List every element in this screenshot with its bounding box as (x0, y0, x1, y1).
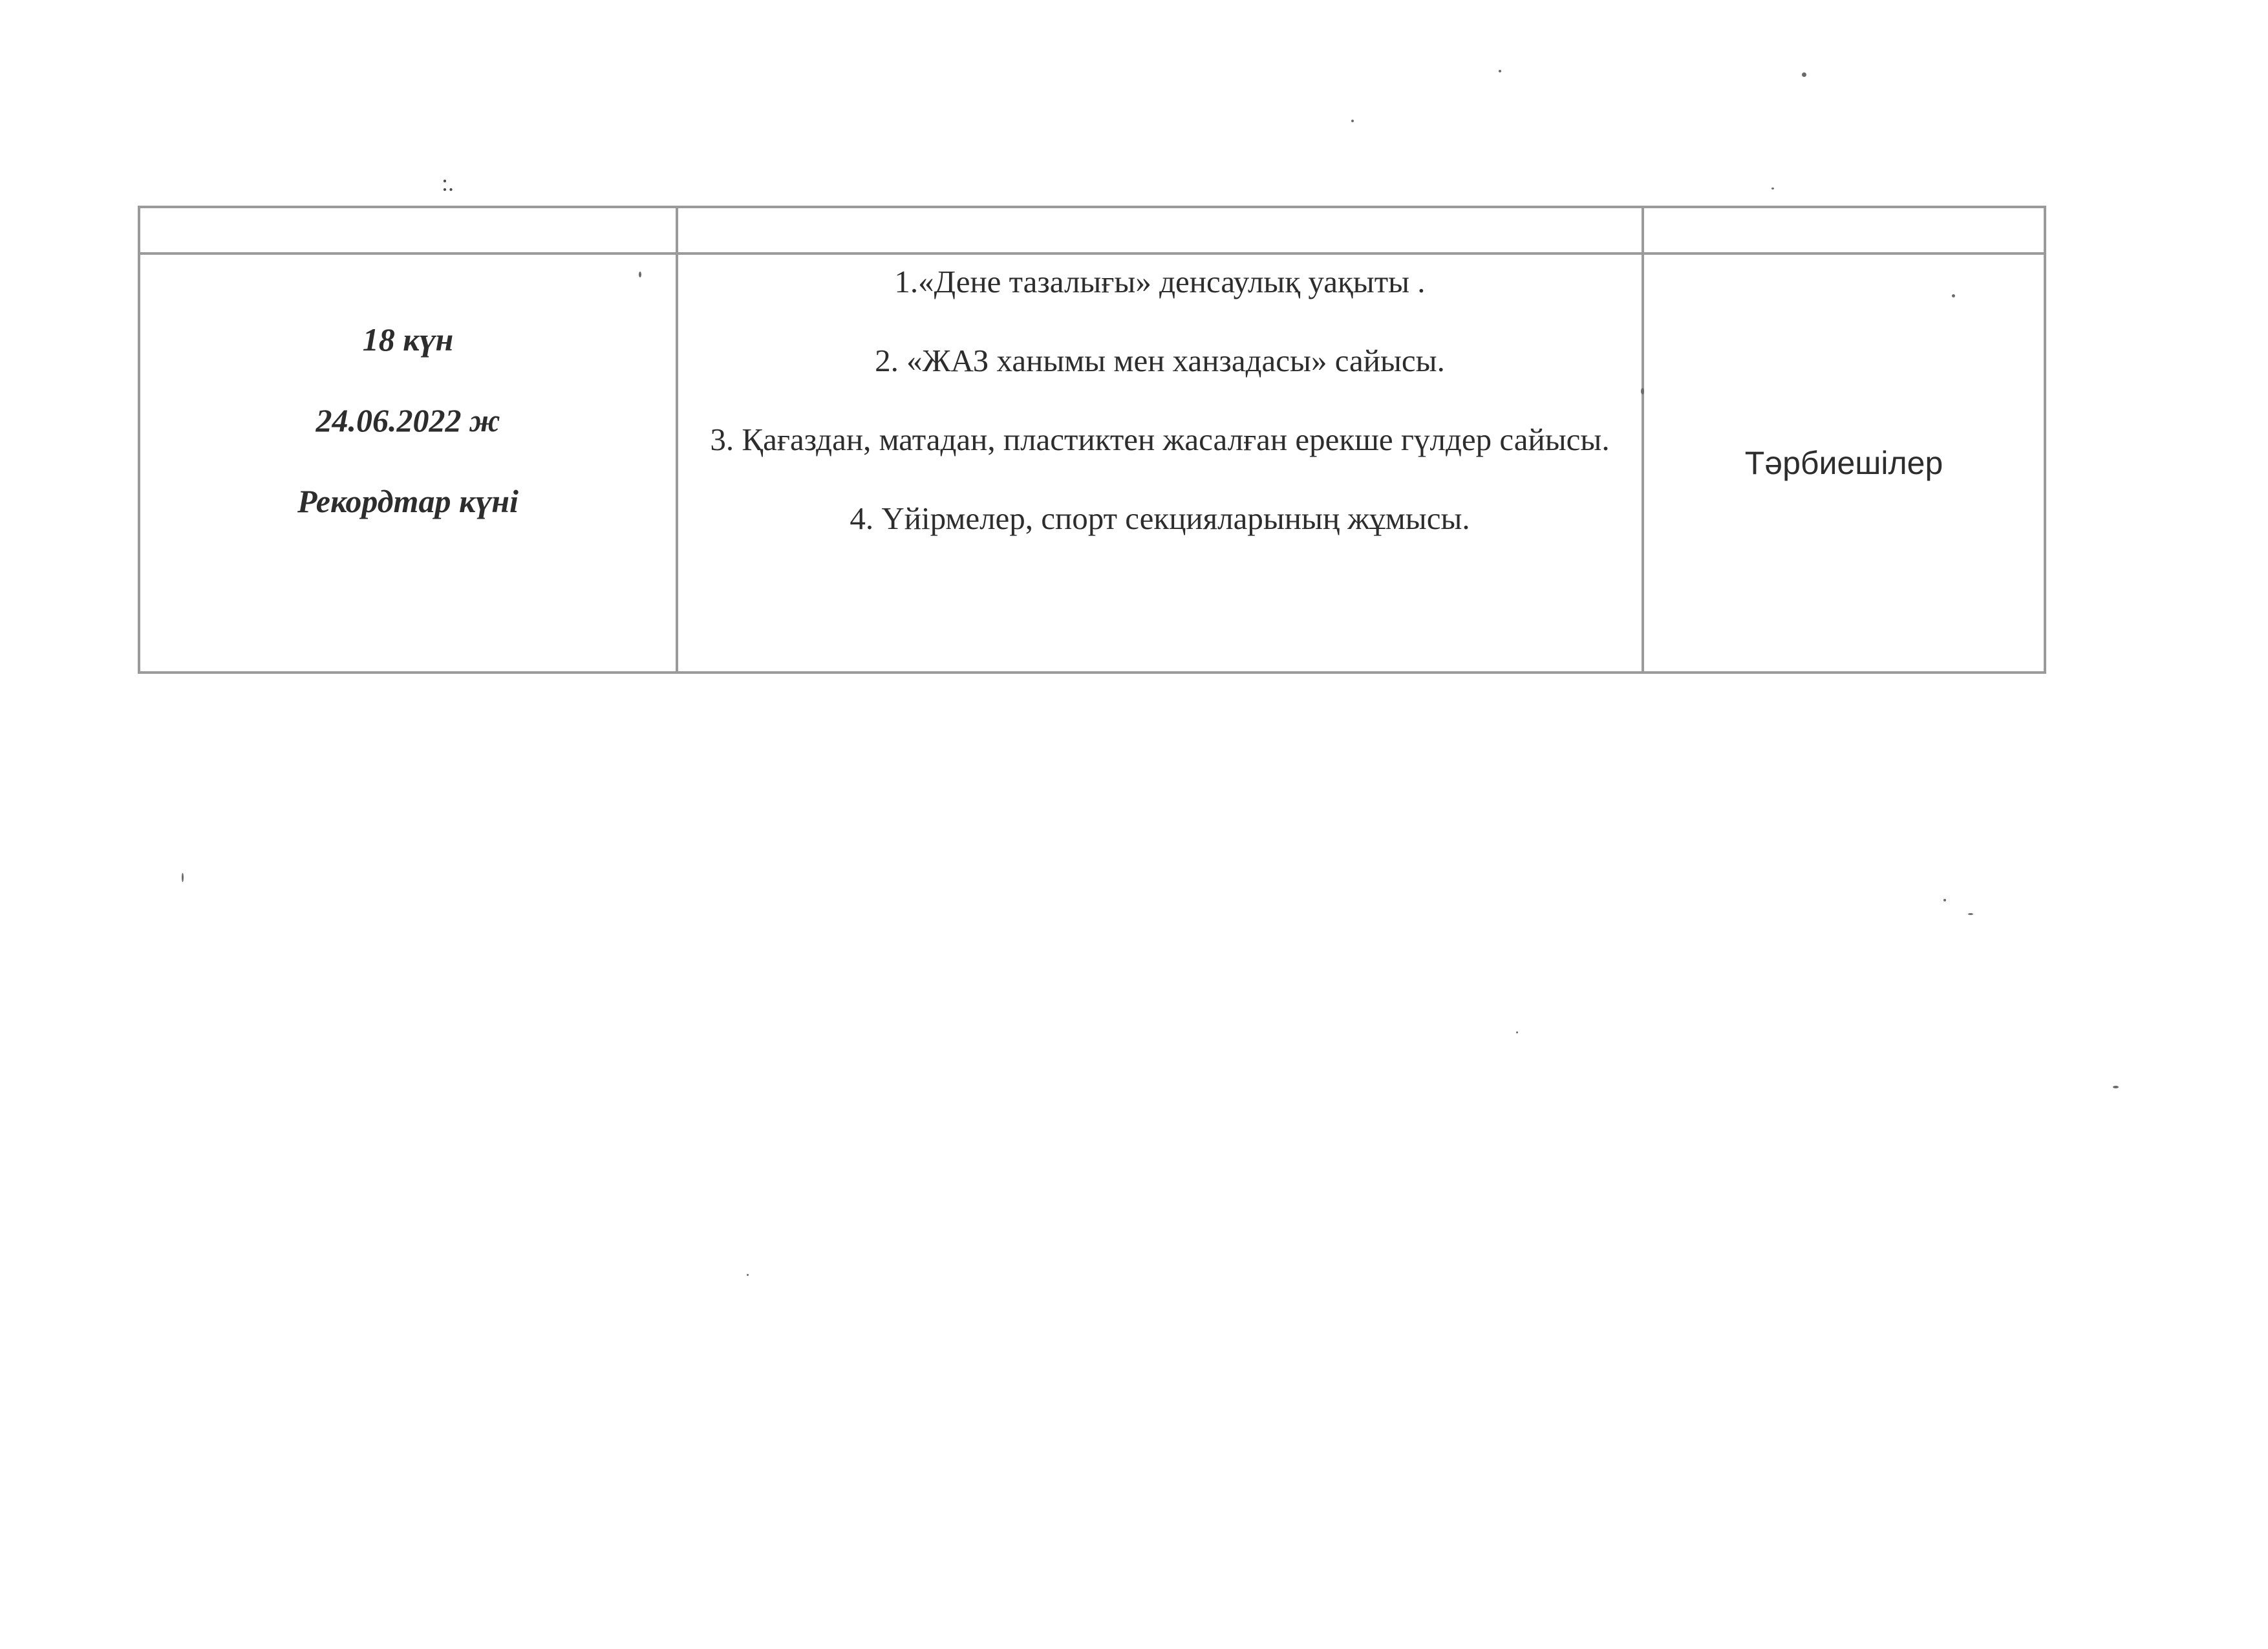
table-header-row (139, 207, 2045, 253)
header-cell-responsible (1643, 207, 2045, 253)
header-cell-day (139, 207, 677, 253)
schedule-table-wrap (138, 206, 2044, 671)
event-item: 1.«Дене тазалығы» денсаулық уақыты . (894, 264, 1426, 299)
day-info (140, 255, 676, 521)
scan-mark: :. (442, 170, 455, 196)
responsible-cell: Тәрбиешілер (1643, 253, 2045, 673)
scan-speck (747, 1274, 749, 1276)
event-item: 3. Қағаздан, матадан, пластиктен жасалған ерекше гүлдер сайысы. (710, 422, 1610, 457)
events-cell (677, 253, 1643, 673)
scan-speck (1499, 70, 1501, 72)
event-item: 2. «ЖАЗ ханымы мен ханзадасы» сайысы. (875, 343, 1445, 378)
day-theme: Рекордтар күні (297, 483, 519, 519)
scan-speck (1771, 188, 1774, 189)
scan-speck (1802, 72, 1806, 77)
scan-speck (1968, 913, 1973, 915)
schedule-table (138, 206, 2046, 674)
scan-speck (2113, 1086, 2119, 1088)
scan-speck (182, 873, 184, 882)
scan-speck (1641, 388, 1644, 394)
scan-speck (1516, 1031, 1518, 1033)
table-row (139, 253, 2045, 673)
events-list (678, 255, 1642, 541)
day-date: 24.06.2022 ж (316, 402, 500, 438)
header-cell-events (677, 207, 1643, 253)
scan-speck (1351, 120, 1354, 122)
event-item: 4. Үйірмелер, спорт секцияларының жұмысы. (850, 501, 1470, 536)
day-cell (139, 253, 677, 673)
scan-speck (1952, 294, 1955, 297)
scan-speck (1943, 899, 1946, 901)
scan-speck (639, 272, 641, 277)
day-number: 18 күн (362, 321, 454, 358)
